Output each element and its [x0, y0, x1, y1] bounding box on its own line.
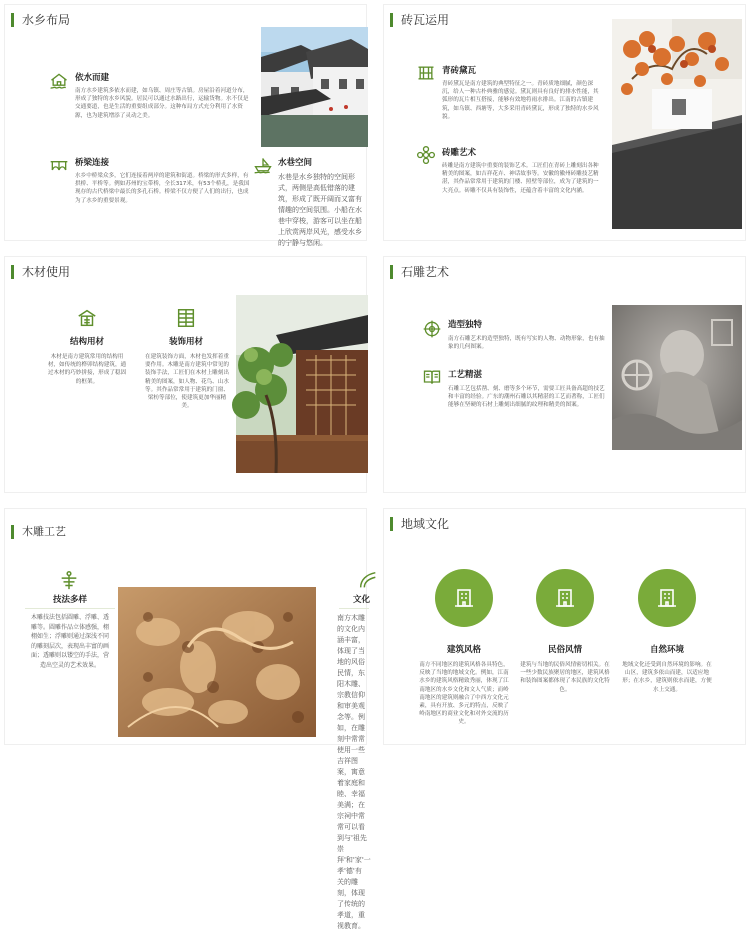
section-text: 砖雕是南方建筑中重要的装饰艺术。工匠们在青砖上雕刻出各种精美的图案，如吉祥花卉、神话故事等。安徽的徽州砖雕技艺精湛，其作品常常用于建筑的门楼、照壁等部位，成为了建筑的一大亮点。砖雕不仅具有装饰性，还蕴含着丰富的文化内涵。 [442, 163, 599, 194]
divider [339, 608, 369, 609]
section-text: 南方木雕的文化内涵丰富，体现了当地的风俗民情，东阳木雕、宗教信仰和审美观念等。例如，在雕刻中常常使用一些吉祥图案，寓意着家庭和睦、幸福美满；在宗祠中常常可以看到与'祖先崇拜'和'家'一孝'德'有关的雕刻，体现了传统的孝道，重视教育。 [337, 614, 371, 930]
section-text: 木雕技法包括圆雕、浮雕、透雕等。圆雕作品立体感强，栩栩如生；浮雕则通过深浅不同的雕刻层次，表现出丰富的画面；透雕则以镂空的手法，营造出空灵的艺术效果。 [30, 614, 109, 669]
section-text: 在建筑装饰方面，木材也发挥着重要作用。木雕是南方建筑中常见的装饰手法，工匠们在木材上雕刻出精美的图案，如人物、花鸟、山水等。其作品常常用于建筑的门窗、梁枋等部位，使建筑更加华丽精美。 [145, 354, 229, 410]
section-text: 木材是南方建筑常用的结构用材，如传统的榫卯结构建筑，通过木材的巧妙拼接，形成了稳固的框架。 [47, 354, 127, 385]
panel-title: 木雕工艺 [11, 525, 66, 539]
garden-pavilion-photo [236, 295, 368, 473]
craft-tools-icon [58, 569, 80, 591]
panel-water-town-layout [4, 4, 367, 247]
section-heading: 民俗风情 [547, 645, 582, 655]
water-town-photo [261, 27, 368, 147]
section-text: 南方石雕艺术的造型独特，既有写实的人物、动物形象，也有抽象的几何图案。 [448, 336, 605, 351]
panel-stone-carving [383, 256, 746, 493]
boat-icon [253, 155, 273, 175]
section-heading: 青砖黛瓦 [442, 66, 477, 76]
wood-structure-icon [76, 307, 98, 329]
section-heading: 结构用材 [69, 337, 104, 347]
section-heading: 砖雕艺术 [442, 148, 477, 158]
section-text: 地域文化还受到自然环境的影响。在山区，建筑多依山而建，以适应地形；在水乡，建筑则依水而建，方便水上交通。 [622, 662, 712, 693]
section-text: 南方不同地区的建筑风格各具特色，反映了当地的地域文化。例如，江南水乡的建筑风格精致秀丽，体现了江南地区的水乡文化和文人气质；而岭南地区的建筑则融合了中西方文化元素，具有开放、多元的特点，反映了岭南地区的商业文化和对外交流的历史。 [419, 662, 509, 726]
section-text: 石雕工艺包括凿、刻、磨等多个环节，需要工匠具备高超的技艺和丰富的经验。广东的潮州石雕以其精湛的工艺而著称，工匠们能够在坚硬的石材上雕刻出细腻的纹理和精美的图案。 [448, 386, 605, 409]
panel-brick-tile [383, 4, 746, 241]
panel-wood-usage [4, 256, 367, 493]
building-icon [638, 569, 696, 627]
house-water-icon [49, 71, 69, 91]
section-heading: 水巷空间 [278, 158, 313, 168]
wood-relief-photo [118, 587, 316, 737]
carving-icon [357, 569, 379, 591]
panel-wood-carving [4, 508, 371, 930]
section-heading: 自然环境 [649, 645, 684, 655]
panel-title: 地域文化 [390, 517, 449, 531]
section-heading: 技法多样 [52, 595, 87, 605]
panel-title: 石雕艺术 [390, 265, 449, 279]
roof-tile-icon [416, 63, 436, 83]
section-heading: 造型独特 [448, 320, 483, 330]
section-text: 水乡中桥梁众多，它们连接着两岸的建筑和街道。桥梁的形式多样，有拱桥、平桥等。例如苏州的宝带桥，全长317米，有53个桥孔，是我国现存的古代桥梁中最长的多孔石桥。桥梁不仅方便了人们的出行，也成为了水乡的重要景观。 [75, 173, 250, 204]
section-text: 青砖黛瓦是南方建筑的典型特征之一。青砖质地细腻，颜色深沉，给人一种古朴典雅的感觉。黛瓦则具有良好的排水性能，其弧形的瓦片相互搭接，能够有效地将雨水排出。江南的古镇建筑，如乌镇、西塘等，大多采用青砖黛瓦，形成了独特的水乡风貌。 [442, 81, 599, 120]
section-heading: 桥梁连接 [75, 158, 110, 168]
section-heading: 工艺精湛 [448, 370, 483, 380]
book-icon [422, 367, 442, 387]
divider [25, 608, 115, 609]
panel-title: 砖瓦运用 [390, 13, 449, 27]
bridge-icon [49, 155, 69, 175]
compass-icon [422, 319, 442, 339]
panel-regional-culture [383, 508, 746, 745]
flower-icon [416, 145, 436, 165]
panel-title: 木材使用 [11, 265, 70, 279]
panel-title: 水乡布局 [11, 13, 70, 27]
section-text: 南方水乡建筑多依水而建，如乌镇、周庄等古镇。房屋沿着河道分布，形成了独特的水乡风貌。居民可以通过水路出行，运输货物。水不仅是交通要道，也是生活的重要组成部分。这种布局方式充分利用了水资源，也为建筑增添了灵动之美。 [75, 88, 249, 119]
wall-tree-photo [612, 19, 742, 229]
building-icon [536, 569, 594, 627]
building-icon [435, 569, 493, 627]
section-heading: 装饰用材 [168, 337, 203, 347]
stone-relief-photo [612, 305, 742, 450]
window-lattice-icon [175, 307, 197, 329]
section-heading: 建筑风格 [446, 645, 481, 655]
section-heading: 文化 [353, 595, 371, 605]
section-heading: 依水而建 [75, 73, 110, 83]
section-text: 建筑与当地的民俗风情密切相关。在一些少数民族聚居的地区，建筑风格和装饰图案都体现了本民族的文化特色。 [520, 662, 610, 693]
section-text: 水巷是水乡独特的空间形式，两侧是高低错落的建筑，形成了既开阔而又富有情趣的空间氛围。小船在水巷中穿梭，游客可以坐在船上欣赏两岸风光，感受水乡的宁静与悠闲。 [278, 173, 362, 247]
